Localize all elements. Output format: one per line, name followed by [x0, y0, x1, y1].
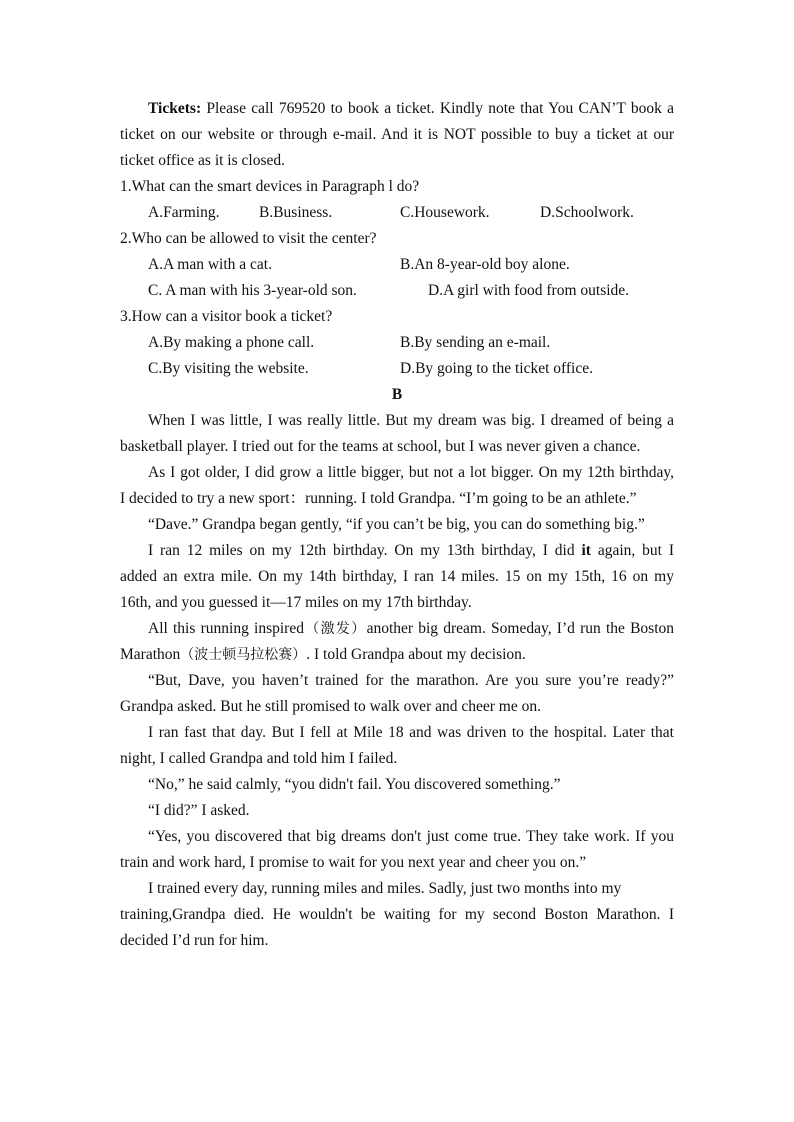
question-3-stem: 3.How can a visitor book a ticket? — [120, 308, 333, 325]
passage-line: 16th, and you guessed it—17 miles on my 17th birthday. — [120, 594, 472, 611]
question-2-option-d: D.A girl with food from outside. — [428, 282, 630, 299]
passage-text: another big dream. Someday, I’d run the Boston — [366, 620, 675, 637]
passage-text: Marathon — [120, 646, 181, 663]
passage-line: “Dave.” Grandpa began gently, “if you can’t be big, you can do something big.” — [148, 516, 645, 533]
passage-line: decided I’d run for him. — [120, 932, 269, 949]
passage-text: . I told Grandpa about my decision. — [306, 646, 526, 663]
question-1-option-c: C.Housework. — [400, 204, 490, 221]
passage-bold-it: it — [581, 542, 591, 559]
question-1-option-a: A.Farming. — [148, 204, 220, 221]
passage-text: I ran 12 miles on my 12th birthday. On my 13th birthday, I did — [148, 542, 582, 559]
tickets-line-3: ticket office as it is closed. — [120, 152, 285, 169]
question-1-stem: 1.What can the smart devices in Paragraph l do? — [120, 178, 420, 195]
question-3-option-d: D.By going to the ticket office. — [400, 360, 593, 377]
passage-line: “Yes, you discovered that big dreams don't just come true. They take work. If you — [148, 828, 674, 845]
passage-gloss: （波士顿马拉松赛） — [180, 647, 307, 663]
passage-line: Grandpa asked. But he still promised to walk over and cheer me on. — [120, 698, 541, 715]
passage-line — [148, 541, 674, 561]
section-b-heading: B — [391, 386, 403, 403]
passage-line: “But, Dave, you haven’t trained for the marathon. Are you sure you’re ready?” — [148, 672, 674, 689]
passage-line: I decided to try a new sport：running. I told Grandpa. “I’m going to be an athlete.” — [120, 490, 637, 507]
passage-line: “No,” he said calmly, “you didn't fail. You discovered something.” — [148, 776, 561, 793]
passage-line: added an extra mile. On my 14th birthday, I ran 14 miles. 15 on my 15th, 16 on my — [120, 568, 674, 585]
question-2-stem: 2.Who can be allowed to visit the center? — [120, 230, 377, 247]
question-2-option-c: C. A man with his 3-year-old son. — [148, 282, 357, 299]
tickets-text-1: Please call 769520 to book a ticket. Kindly note that You CAN’T book a — [201, 100, 674, 117]
passage-line: training,Grandpa died. He wouldn't be waiting for my second Boston Marathon. I — [120, 906, 674, 923]
passage-line: I trained every day, running miles and miles. Sadly, just two months into my — [148, 880, 622, 897]
tickets-line-2: ticket on our website or through e-mail. And it is NOT possible to buy a ticket at our — [120, 126, 674, 143]
passage-line: “I did?” I asked. — [148, 802, 250, 819]
question-2-option-a: A.A man with a cat. — [148, 256, 272, 273]
question-3-option-a: A.By making a phone call. — [148, 334, 315, 351]
passage-line: night, I called Grandpa and told him I failed. — [120, 750, 398, 767]
question-3-option-c: C.By visiting the website. — [148, 360, 309, 377]
passage-line: basketball player. I tried out for the teams at school, but I was never given a chance. — [120, 438, 641, 455]
question-2-option-b: B.An 8-year-old boy alone. — [400, 256, 570, 273]
tickets-line-1 — [148, 99, 674, 119]
passage-line — [120, 645, 526, 665]
passage-gloss: （激发） — [303, 621, 367, 637]
passage-line: As I got older, I did grow a little bigger, but not a lot bigger. On my 12th birthday, — [148, 464, 674, 481]
passage-line — [148, 619, 674, 639]
question-3-option-b: B.By sending an e-mail. — [400, 334, 551, 351]
question-1-option-d: D.Schoolwork. — [540, 204, 634, 221]
question-1-option-b: B.Business. — [259, 204, 333, 221]
passage-line: I ran fast that day. But I fell at Mile 18 and was driven to the hospital. Later that — [148, 724, 674, 741]
passage-line: train and work hard, I promise to wait for you next year and cheer you on.” — [120, 854, 587, 871]
passage-line: When I was little, I was really little. But my dream was big. I dreamed of being a — [148, 412, 674, 429]
passage-text: All this running inspired — [148, 620, 304, 637]
passage-text: again, but I — [590, 542, 674, 559]
tickets-label: Tickets: — [148, 100, 202, 117]
